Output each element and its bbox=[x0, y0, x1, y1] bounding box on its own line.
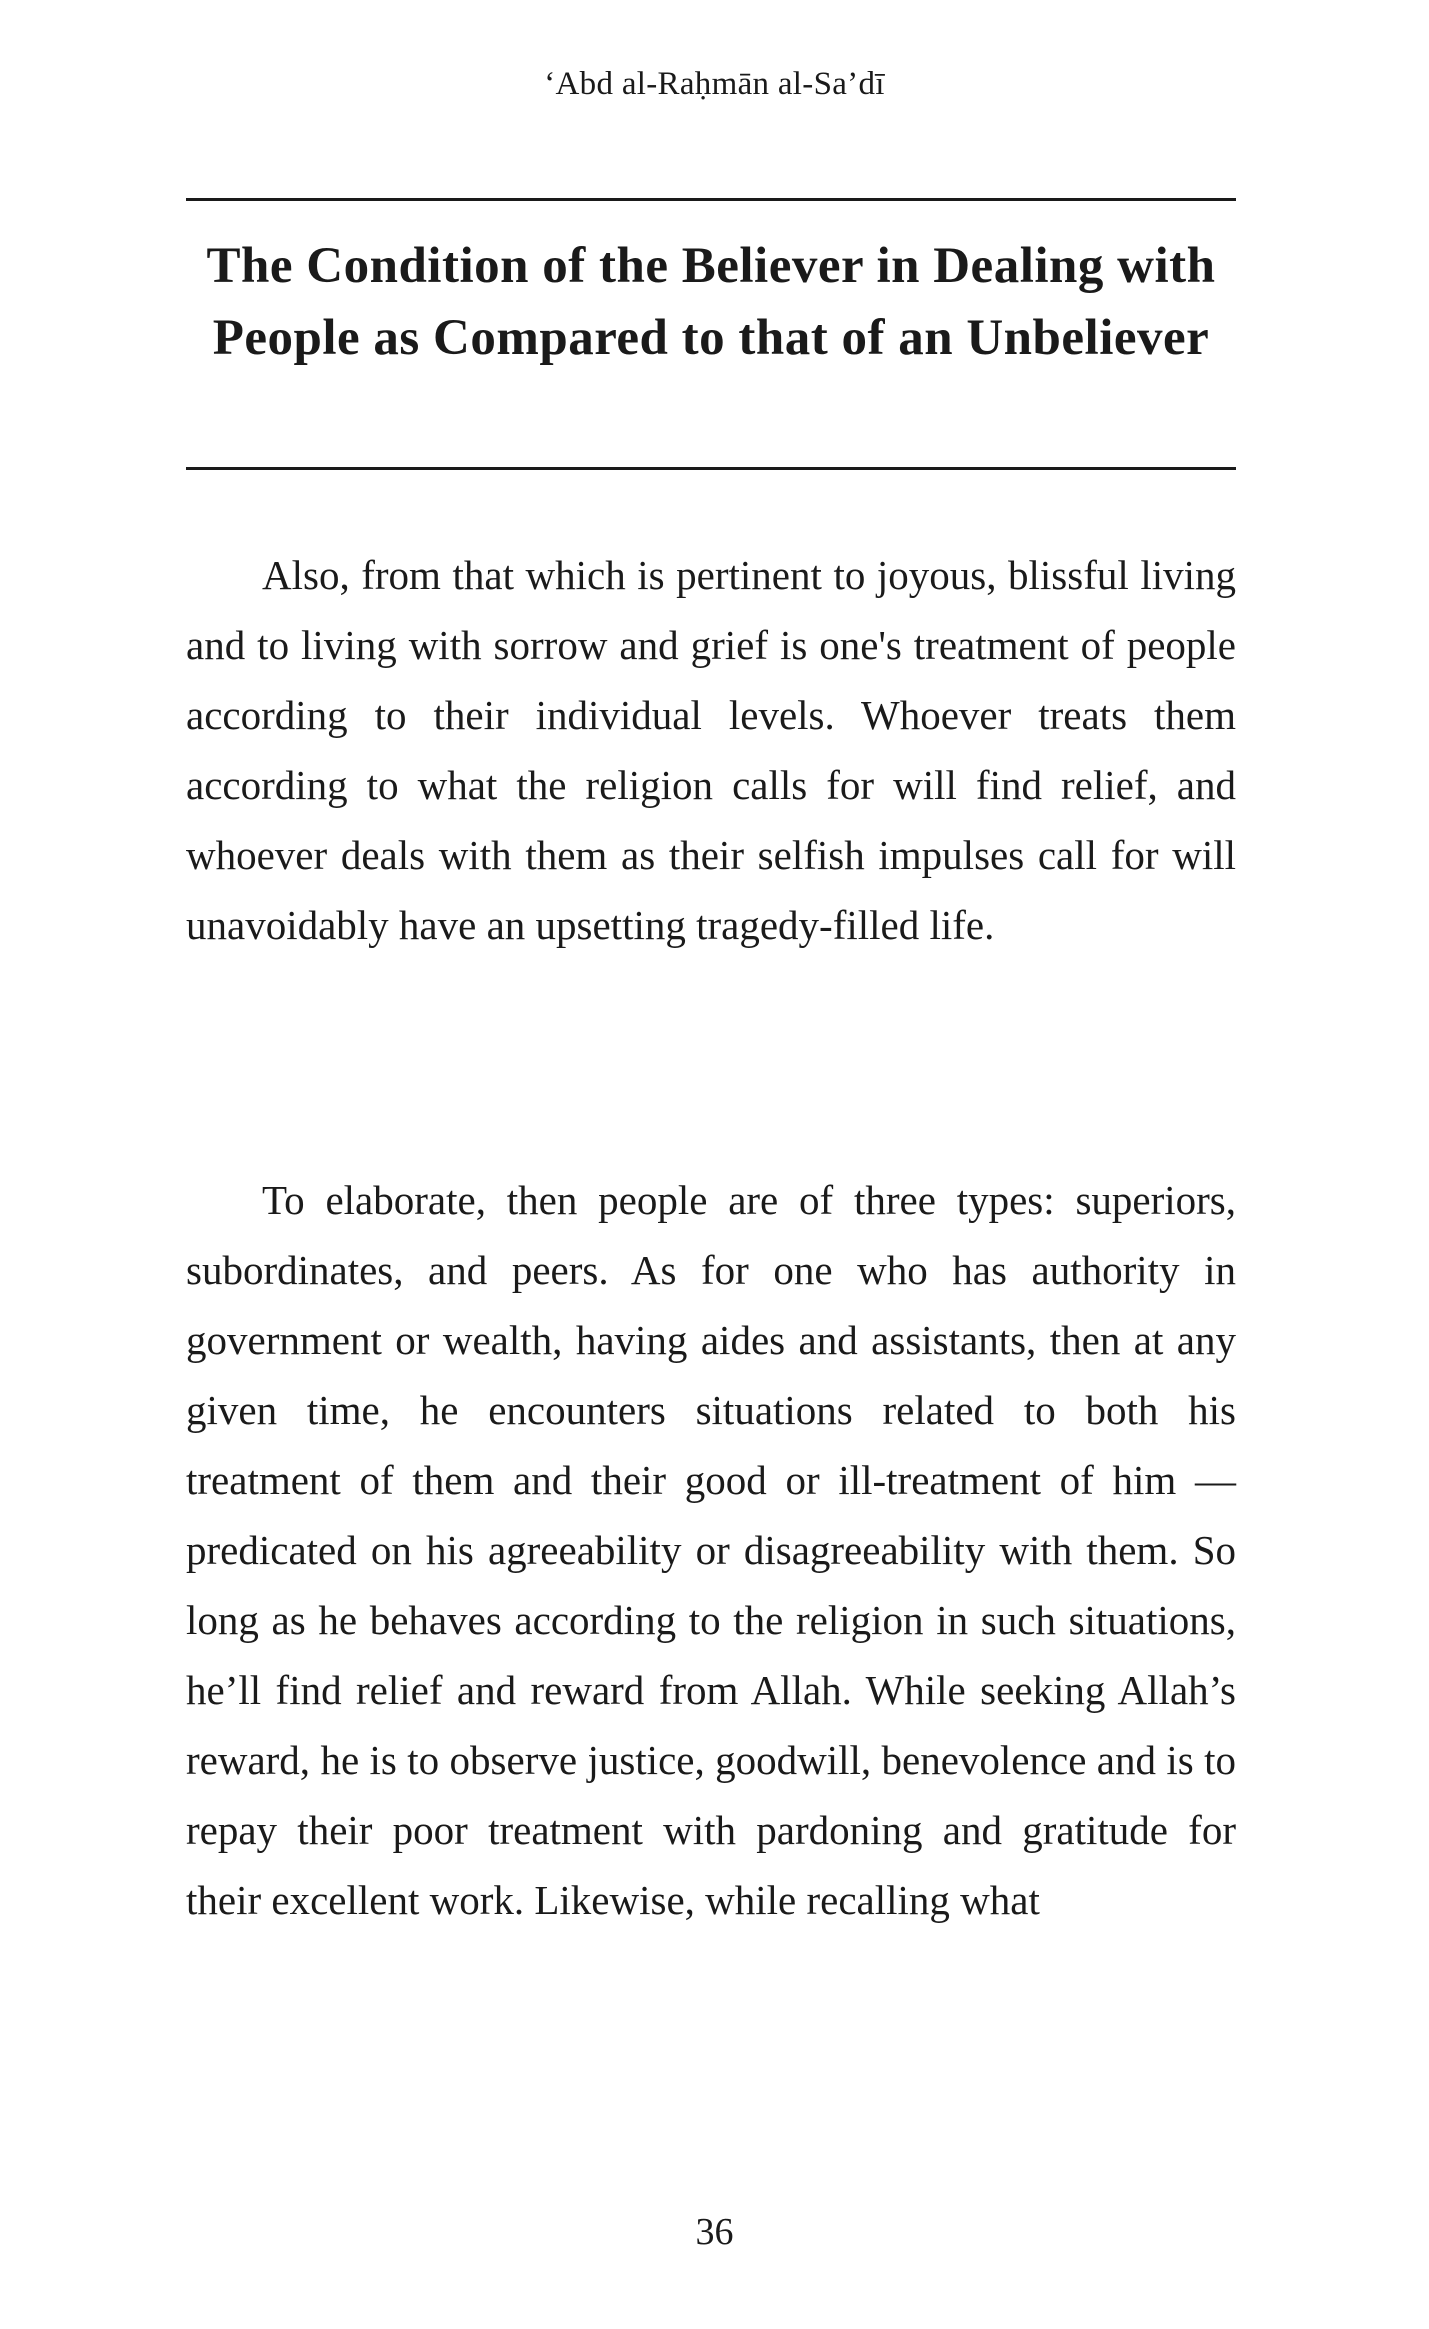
chapter-title: The Condition of the Believer in Dealing with People as Compared to that of an Unbeliever bbox=[206, 238, 1216, 366]
page-number: 36 bbox=[695, 2211, 734, 2253]
title-bottom-rule bbox=[186, 467, 1236, 470]
body-paragraph-1: Also, from that which is pertinent to joyous, blissful living and to living with sorrow and grief is one's treatment of people according to their individual levels. Whoever treats them according to what the religion calls for will find relief, and whoever deals with them as their selfish impulses call for will unavoidably have an upsetting tragedy-filled life. bbox=[186, 552, 1236, 948]
body-paragraph-2: To elaborate, then people are of three types: superiors, subordinates, and peers. As for one who has authority in government or wealth, having aides and assistants, then at any given time, he encounters situations related to both his treatment of them and their good or ill-treatment of him — predicated on his agreeability or disagreeability with them. So long as he behaves according to the religion in such situations, he’ll find relief and reward from Allah. While seeking Allah’s reward, he is to observe justice, goodwill, benevolence and is to repay their poor treatment with pardoning and gratitude for their excellent work. Likewise, while recalling what bbox=[186, 1177, 1236, 1923]
title-top-rule bbox=[186, 198, 1236, 201]
running-head: ‘Abd al-Raḥmān al-Sa’dī bbox=[544, 66, 885, 102]
